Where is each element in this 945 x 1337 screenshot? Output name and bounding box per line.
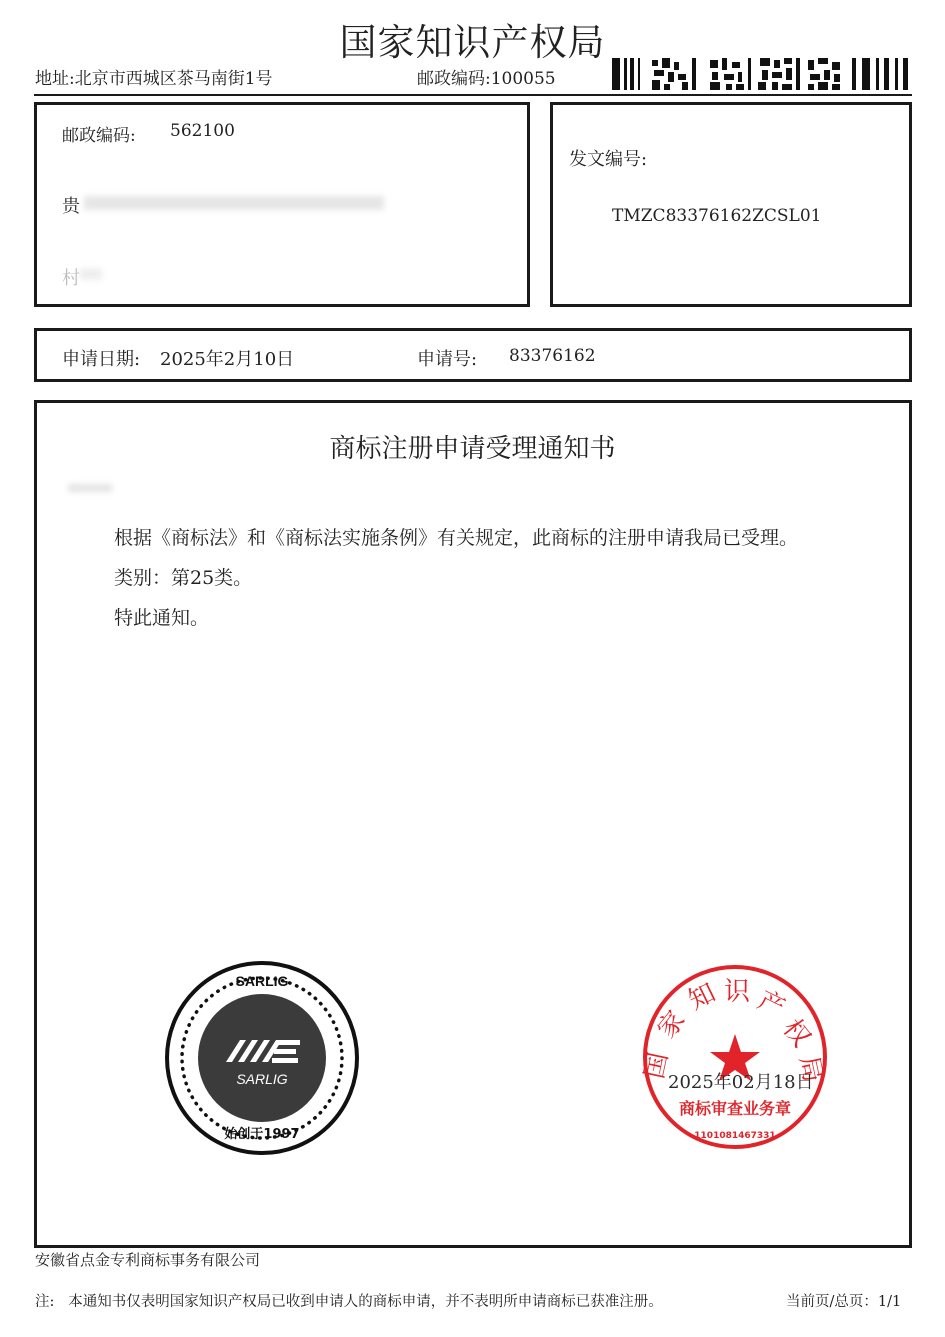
recipient-name-prefix: 贵 [62, 196, 80, 217]
page-title: 国家知识产权局 [339, 21, 606, 64]
logo-brand-text: SARLIG [235, 973, 289, 989]
recipient-name-redacted [84, 196, 384, 210]
addressee-redacted [68, 484, 112, 492]
barcode [612, 58, 908, 90]
svg-text:局: 局 [793, 1053, 828, 1085]
notice-paragraph: 根据《商标法》和《商标法实施条例》有关规定，此商标的注册申请我局已受理。 [114, 527, 799, 549]
application-date-value: 2025年2月10日 [160, 349, 295, 370]
doc-number-box [550, 102, 912, 307]
official-seal-stamp [640, 962, 830, 1152]
svg-text:产: 产 [752, 985, 790, 1024]
stamp-inner-text: 商标审查业务章 [678, 1099, 792, 1118]
recipient-address-redacted [80, 268, 102, 280]
logo-center-text: SARLIG [236, 1071, 288, 1087]
notice-closing: 特此通知。 [114, 607, 210, 629]
seal-date: 2025年02月18日 [668, 1072, 814, 1093]
application-number-label: 申请号: [417, 349, 478, 370]
recipient-postcode-value: 562100 [170, 121, 235, 141]
logo-since-text: 始创于1997 [224, 1127, 300, 1142]
svg-text:家: 家 [651, 1005, 692, 1045]
svg-text:权: 权 [776, 1013, 817, 1053]
notice-category: 类别：第25类。 [114, 567, 253, 589]
recipient-postcode-label: 邮政编码: [62, 126, 136, 146]
office-postcode: 邮政编码:100055 [417, 69, 556, 89]
page-indicator: 当前页/总页：1/1 [786, 1294, 902, 1310]
doc-number-value: TMZC83376162ZCSL01 [612, 206, 822, 226]
application-number-value: 83376162 [509, 346, 596, 366]
brand-logo-seal [164, 960, 360, 1156]
svg-text:识: 识 [724, 977, 751, 1007]
footer-note: 注: 本通知书仅表明国家知识产权局已收到申请人的商标申请，并不表明所申请商标已获准注册。 [35, 1294, 663, 1310]
header-rule [34, 94, 912, 96]
svg-text:知: 知 [683, 977, 721, 1017]
application-date-label: 申请日期: [62, 349, 141, 370]
doc-number-label: 发文编号: [569, 149, 648, 170]
notice-title: 商标注册申请受理通知书 [329, 434, 616, 464]
recipient-address-prefix: 村 [62, 268, 80, 289]
address: 地址:北京市西城区茶马南街1号 [35, 69, 273, 89]
svg-text:国: 国 [640, 1049, 675, 1082]
stamp-serial: 1101081467331 [694, 1131, 776, 1141]
agency-name: 安徽省点金专利商标事务有限公司 [35, 1251, 261, 1269]
